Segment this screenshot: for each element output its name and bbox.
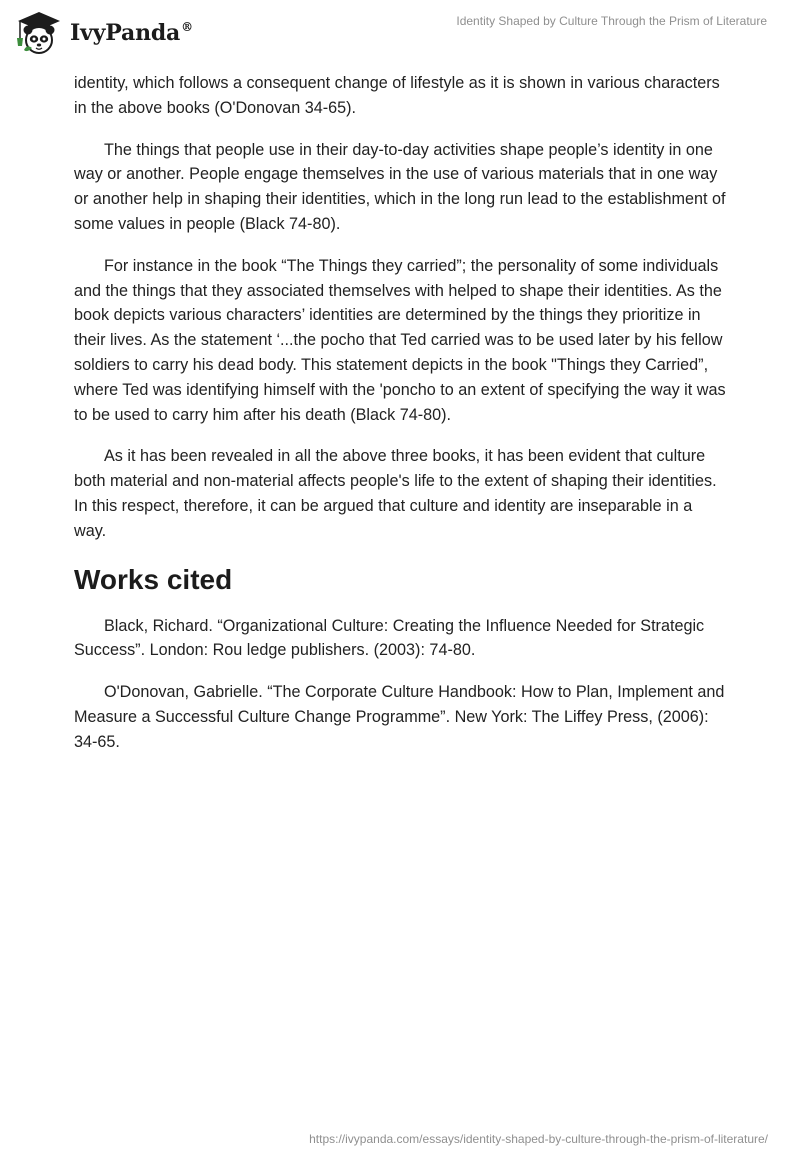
registered-mark: ®	[181, 20, 193, 34]
document-title: Identity Shaped by Culture Through the Prism of Literature	[456, 14, 767, 28]
essay-body	[74, 71, 726, 772]
panda-graduation-cap-icon	[14, 10, 64, 56]
paragraph: The things that people use in their day-to-day activities shape people’s identity in one way or another. People engage themselves in the use of various materials that in one way or another help in shaping their identities, which in the long run lead to the establishment of some values in people (Black 74-80).	[74, 140, 726, 233]
page-header	[0, 0, 800, 66]
citation-entry: Black, Richard. “Organizational Culture: Creating the Influence Needed for Strategic Success”. London: Rou ledge publishers. (2003): 74-80.	[74, 616, 705, 660]
paragraph-continuation: identity, which follows a consequent change of lifestyle as it is shown in various characters in the above books (O'Donovan 34-65).	[74, 74, 720, 117]
brand-name: IvyPanda®	[70, 20, 193, 46]
paragraph: For instance in the book “The Things they carried”; the personality of some individuals and the things that they associated themselves with helped to shape their identities. As the book depicts various characters’ identities are determined by the things they prioritize in their lives. As the statement ‘...the pocho that Ted carried was to be used later by his fellow soldiers to carry his dead body. This statement depicts in the book "Things they Carried”, where Ted was identifying himself with the 'poncho to an extent of specifying the way it was to be used to carry him after his death (Black 74-80).	[74, 256, 726, 424]
ivypanda-logo[interactable]	[14, 8, 193, 58]
citation-entry: O'Donovan, Gabrielle. “The Corporate Culture Handbook: How to Plan, Implement and Measure a Successful Culture Change Programme”. New York: The Liffey Press, (2006): 34-65.	[74, 683, 725, 751]
works-cited-heading: Works cited	[74, 563, 233, 595]
source-url-link[interactable]: https://ivypanda.com/essays/identity-shaped-by-culture-through-the-prism-of-literature/	[309, 1132, 768, 1146]
paragraph: As it has been revealed in all the above three books, it has been evident that culture both material and non-material affects people's life to the extent of shaping their identities. In this respect, therefore, it can be argued that culture and identity are inseparable in a way.	[74, 447, 717, 540]
